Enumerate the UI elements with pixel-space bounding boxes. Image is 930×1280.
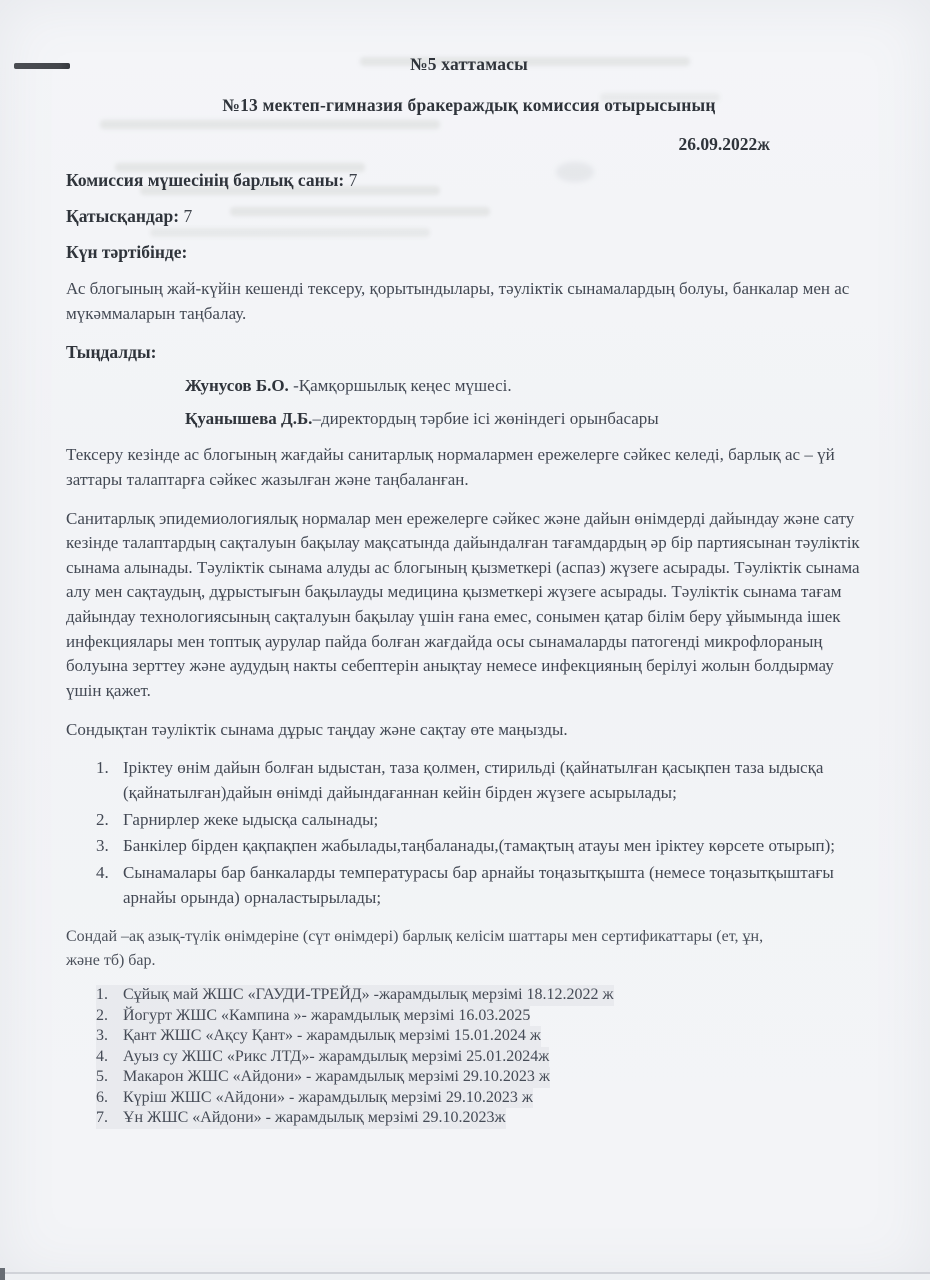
product-item (96, 1088, 872, 1109)
speaker-line (66, 376, 872, 396)
sampling-rule-item: Сынамалары бар банкаларды температурасы бар арнайы тоңазытқышта (немесе тоңазытқыштағы арнайы орында) орналастырылады; (123, 862, 834, 907)
agenda-label: Күн тәртібінде: (66, 242, 188, 262)
document-date: 26.09.2022ж (678, 134, 770, 154)
school-commission-title: №13 мектеп-гимназия бракераждық комиссия отырысының (222, 95, 716, 115)
speaker-name: Қуанышева Д.Б. (185, 409, 313, 429)
heard-section-label: Тыңдалды: (66, 342, 157, 363)
product-item-text: Күріш ЖШС «Айдони» - жарамдылық мерзімі 29.10.2023 ж (96, 1088, 533, 1109)
conclusion-paragraph: Сондықтан тәуліктік сынама дұрыс таңдау және сақтау өте маңызды. (66, 719, 568, 739)
inspection-result-paragraph: Тексеру кезінде ас блогының жағдайы санитарлық нормалармен ережелерге сәйкес келеді, барлық ас – үй заттары талаптарға сәйкес жазылған және таңбаланған. (66, 445, 835, 489)
sampling-rule-item: Банкілер бірден қақпақпен жабылады,таңбаланады,(тамақтың атауы мен іріктеу көрсете отырып); (123, 836, 835, 856)
members-count-value: 7 (348, 170, 358, 190)
members-count-label: Комиссия мүшесінің барлық саны: (66, 170, 345, 190)
agenda-text: Ас блогының жай-күйін кешенді тексеру, қорытындылары, тәуліктік сынамалардың болуы, банкалар мен ас мүкәммаларын таңбалау. (66, 279, 850, 323)
product-item-text: Қант ЖШС «Ақсу Қант» - жарамдылық мерзімі 15.01.2024 ж (96, 1026, 541, 1047)
product-item-text: Макарон ЖШС «Айдони» - жарамдылық мерзімі 29.10.2023 ж (96, 1067, 550, 1088)
product-item-text: Сұйық май ЖШС «ГАУДИ-ТРЕЙД» -жарамдылық мерзімі 18.12.2022 ж (96, 985, 614, 1006)
certificates-paragraph: Сондай –ақ азық-түлік өнімдеріне (сүт өнімдері) барлық келісім шаттары мен сертификаттары (ет, ұн, және тб) бар. (66, 928, 764, 970)
sampling-rule-item: Гарнирлер жеке ыдысқа салынады; (123, 809, 379, 829)
attendees-value: 7 (183, 206, 193, 226)
product-item-text: Ауыз су ЖШС «Рикс ЛТД»- жарамдылық мерзімі 25.01.2024ж (96, 1047, 549, 1068)
attendees-label: Қатысқандар: (66, 206, 180, 226)
agenda-heading (66, 242, 872, 263)
product-item (96, 1006, 872, 1027)
product-item (96, 1047, 872, 1068)
speaker-name: Жунусов Б.О. (185, 376, 289, 396)
product-item-text: Ұн ЖШС «Айдони» - жарамдылық мерзімі 29.10.2023ж (96, 1108, 506, 1129)
attendees-line (66, 206, 872, 227)
speaker-line (66, 409, 872, 429)
speaker-role: -Қамқоршылық кеңес мүшесі. (288, 376, 512, 396)
sampling-rules-list (66, 756, 872, 910)
document-content (66, 0, 872, 1129)
product-item (96, 1067, 872, 1088)
product-item (96, 1026, 872, 1047)
commission-members-line (66, 170, 872, 191)
sampling-rule-item: Іріктеу өнім дайын болған ыдыстан, таза қолмен, стирильді (қайнатылған қасықпен таза ыдысқа (қайнатылған)дайын өнімді дайындағаннан кейін бірден жүзеге асырылады; (123, 758, 824, 802)
protocol-number-title: №5 хаттамасы (409, 54, 529, 74)
speaker-role: –директордың тәрбие ісі жөніндегі орынбасары (312, 409, 659, 429)
products-expiry-list (66, 985, 872, 1129)
product-item (96, 985, 872, 1006)
product-item (96, 1108, 872, 1129)
product-item-text: Йогурт ЖШС «Кампина »- жарамдылық мерзімі 16.03.2025 (96, 1006, 530, 1027)
sanitary-rules-paragraph: Санитарлық эпидемиологиялық нормалар мен ережелерге сәйкес және дайын өнімдерді дайындау және сату кезінде талаптардың сақталуын бақылау мақсатында дайындалған тағамдардың әр бір партиясынан тәуліктік сынама алынады. Тәуліктік сынама алуды ас блогының қызметкері (аспаз) жүзеге асырады. Тәуліктік сынама алу мен сақтаудың, дұрыстығын бақылауды медицина қызметкері жүзеге асырады. Тәуліктік сынама тағам дайындау технологиясының сақталуын бақылау үшін ғана емес, сонымен қатар білім беру ұйымында ішек инфекциялары мен топтық аурулар пайда болған жағдайда осы сынамаларды патогенді микрофлораның болуына зерттеу және аудудың накты себептерін анықтау немесе инфекцияның берілуі жолын болдырмау үшін қажет. (66, 508, 860, 701)
